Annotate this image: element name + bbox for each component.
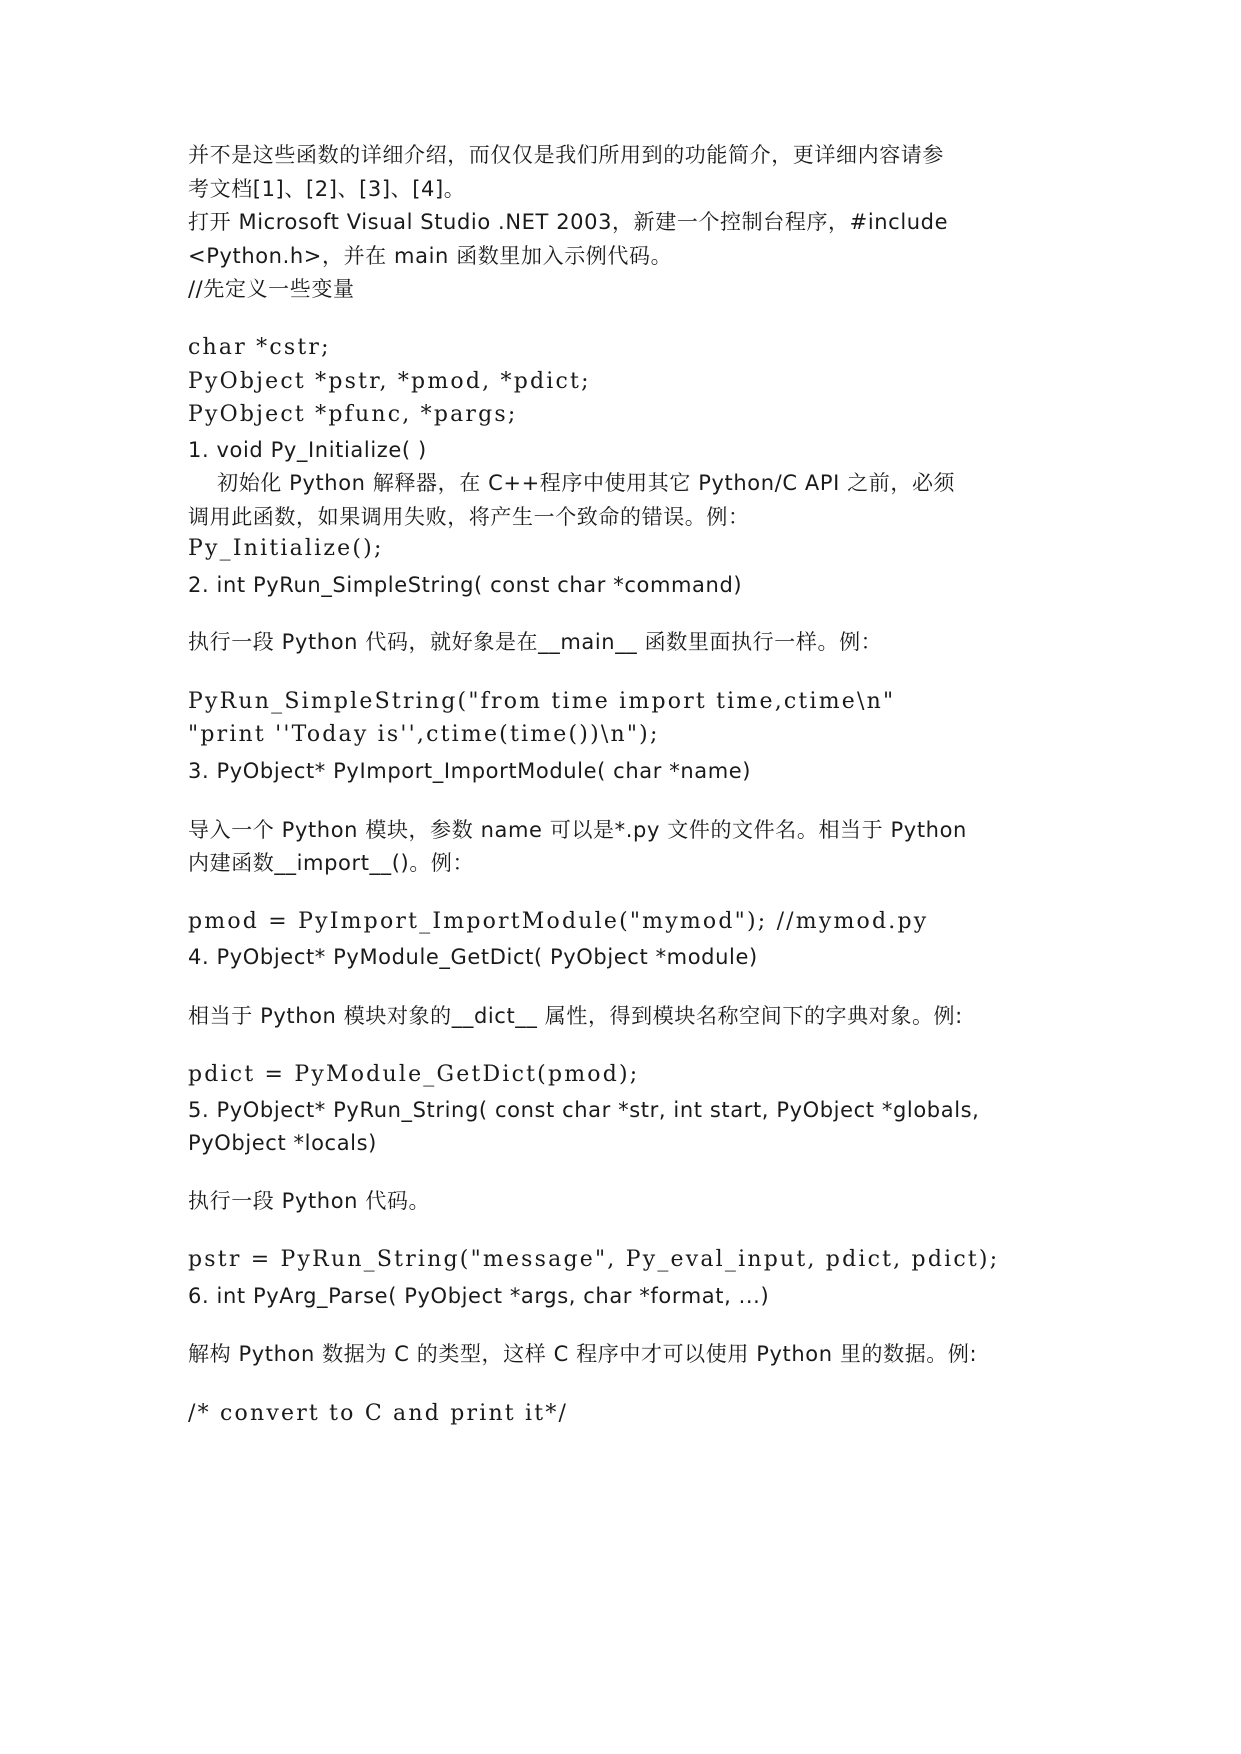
code-line: char *cstr; <box>188 335 331 360</box>
intro-line-2: 考文档[1]、[2]、[3]、[4]。 <box>188 177 466 201</box>
code-line: Py_Initialize(); <box>188 536 384 561</box>
function-heading-1: 1. void Py_Initialize( ) <box>188 438 427 462</box>
setup-line-1: 打开 Microsoft Visual Studio .NET 2003，新建一个控制台程序，#include <box>188 210 949 234</box>
description-line: 执行一段 Python 代码，就好象是在__main__ 函数里面执行一样。例： <box>188 630 883 654</box>
code-line: pdict = PyModule_GetDict(pmod); <box>188 1062 640 1087</box>
code-line: PyObject *pfunc, *pargs; <box>188 402 518 427</box>
function-heading-5: 5. PyObject* PyRun_String( const char *str, int start, PyObject *globals, <box>188 1098 980 1122</box>
description-line: 调用此函数，如果调用失败，将产生一个致命的错误。例： <box>188 505 750 529</box>
description-line: 相当于 Python 模块对象的__dict__ 属性，得到模块名称空间下的字典对象。例: <box>188 1004 963 1028</box>
code-line: pstr = PyRun_String("message", Py_eval_input, pdict, pdict); <box>188 1247 1000 1272</box>
description-line: 执行一段 Python 代码。 <box>188 1189 431 1213</box>
intro-line-1: 并不是这些函数的详细介绍，而仅仅是我们所用到的功能简介，更详细内容请参 <box>188 143 944 167</box>
description-line: 导入一个 Python 模块，参数 name 可以是*.py 文件的文件名。相当于 Python <box>188 818 967 842</box>
function-heading-2: 2. int PyRun_SimpleString( const char *command) <box>188 573 743 597</box>
setup-line-2: <Python.h>，并在 main 函数里加入示例代码。 <box>188 244 673 268</box>
code-line: pmod = PyImport_ImportModule("mymod"); //mymod.py <box>188 909 929 934</box>
comment-line: //先定义一些变量 <box>188 277 355 301</box>
function-heading-5-cont: PyObject *locals) <box>188 1131 377 1155</box>
description-line: 解构 Python 数据为 C 的类型，这样 C 程序中才可以使用 Python 里的数据。例: <box>188 1342 978 1366</box>
function-heading-4: 4. PyObject* PyModule_GetDict( PyObject *module) <box>188 945 758 969</box>
code-line: /* convert to C and print it*/ <box>188 1401 569 1426</box>
function-heading-6: 6. int PyArg_Parse( PyObject *args, char *format, ...) <box>188 1284 770 1308</box>
code-line: PyRun_SimpleString("from time import time,ctime\n" <box>188 689 896 714</box>
description-line: 初始化 Python 解释器，在 C++程序中使用其它 Python/C API 之前，必须 <box>188 471 956 495</box>
description-line: 内建函数__import__()。例： <box>188 851 475 875</box>
code-line: PyObject *pstr, *pmod, *pdict; <box>188 369 591 394</box>
function-heading-3: 3. PyObject* PyImport_ImportModule( char *name) <box>188 759 752 783</box>
code-line: "print ''Today is'',ctime(time())\n"); <box>188 722 660 747</box>
